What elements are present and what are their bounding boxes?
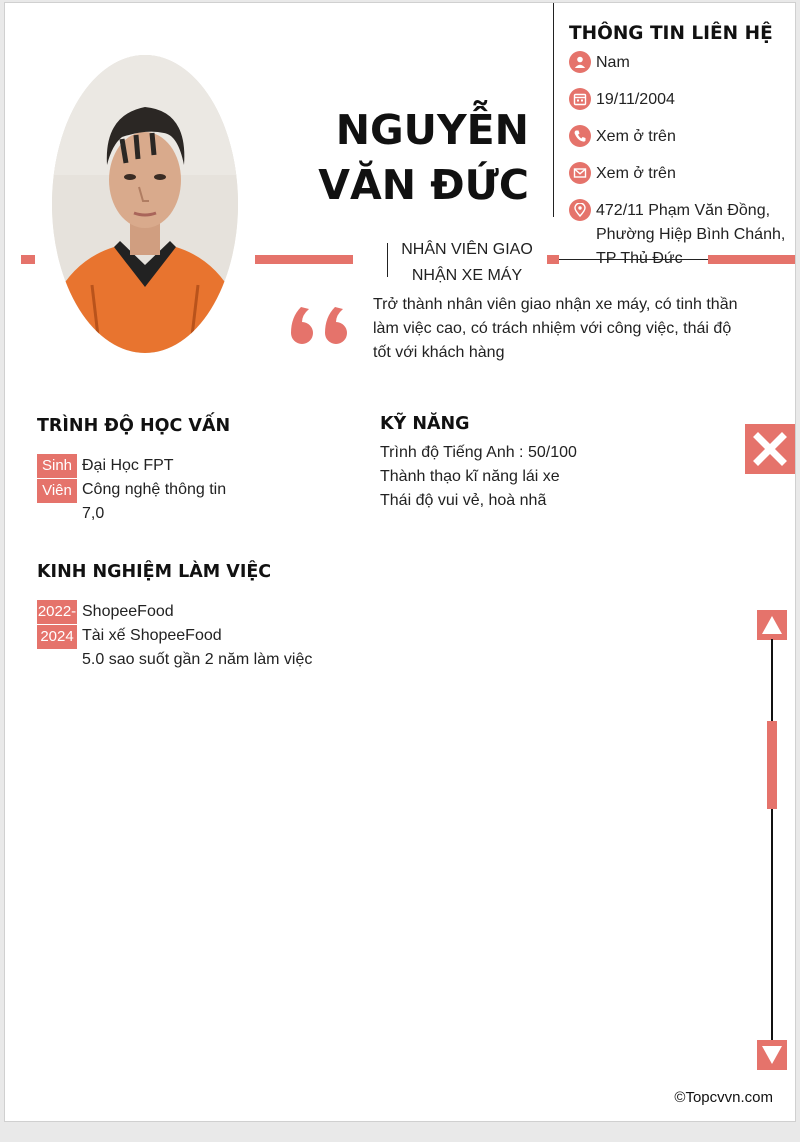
person-icon: [569, 51, 591, 73]
location-icon: [569, 199, 591, 221]
experience-tag-line-1: 2022-: [37, 600, 77, 624]
scroll-up-button[interactable]: [757, 610, 787, 640]
job-line-1: NHÂN VIÊN GIAO: [401, 241, 533, 258]
experience-tag-line-2: 2024: [37, 625, 77, 649]
contact-email-text: Xem ở trên: [596, 165, 676, 182]
education-tag: [37, 454, 77, 503]
education-score: 7,0: [82, 505, 105, 522]
education-major: Công nghệ thông tin: [82, 481, 227, 498]
name-line-1: NGUYỄN: [335, 106, 529, 154]
close-button[interactable]: [745, 424, 795, 474]
education-title: TRÌNH ĐỘ HỌC VẤN: [37, 416, 231, 436]
experience-detail: 5.0 sao suốt gần 2 năm làm việc: [82, 651, 313, 668]
contact-email: [569, 162, 791, 186]
education-tag-line-2: Viên: [37, 479, 77, 503]
career-objective: Trở thành nhân viên giao nhận xe máy, có tinh thần làm việc cao, có trách nhiệm với công việc, thái độ tốt với khách hàng: [373, 296, 738, 361]
experience-role: Tài xế ShopeeFood: [82, 627, 222, 644]
contact-divider: [553, 3, 554, 217]
job-line-2: NHẬN XE MÁY: [411, 267, 523, 284]
divider-bar-left: [255, 255, 353, 264]
divider-bar-left-small: [21, 255, 35, 264]
skills-list: [380, 441, 577, 513]
divider-bar-mid: [547, 255, 559, 264]
job-divider: [387, 243, 388, 277]
job-title: [397, 237, 537, 289]
mail-icon: [569, 162, 591, 184]
name-line-2: VĂN ĐỨC: [318, 161, 529, 209]
contact-address-text: 472/11 Phạm Văn Đồng, Phường Hiệp Bình Chánh, TP Thủ Đức: [596, 202, 786, 267]
experience-title: KINH NGHIỆM LÀM VIỆC: [37, 562, 272, 582]
scroll-thumb[interactable]: [767, 721, 777, 809]
copyright: ©Topcvvn.com: [674, 1089, 773, 1106]
arrow-up-icon: [761, 615, 783, 635]
arrow-down-icon: [761, 1045, 783, 1065]
cv-page: [4, 2, 796, 1122]
experience-company: ShopeeFood: [82, 603, 174, 620]
close-icon: [753, 432, 787, 466]
education-tag-line-1: Sinh: [37, 454, 77, 478]
education-school: Đại Học FPT: [82, 457, 174, 474]
experience-details: [82, 600, 312, 672]
skill-item: Trình độ Tiếng Anh : 50/100: [380, 444, 577, 461]
calendar-icon: [569, 88, 591, 110]
contact-gender: [569, 51, 791, 75]
experience-tag: [37, 600, 77, 649]
contact-phone: [569, 125, 791, 149]
education-details: [82, 454, 226, 526]
skill-item: Thành thạo kĩ năng lái xe: [380, 468, 560, 485]
contact-birthday: [569, 88, 791, 112]
contact-phone-text: Xem ở trên: [596, 128, 676, 145]
phone-icon: [569, 125, 591, 147]
contact-title: THÔNG TIN LIÊN HỆ: [569, 23, 773, 44]
scroll-down-button[interactable]: [757, 1040, 787, 1070]
contact-address: [569, 199, 791, 271]
portrait-image: [52, 55, 238, 353]
profile-photo: [52, 55, 238, 353]
skills-title: KỸ NĂNG: [380, 414, 470, 434]
quote-icon: [287, 303, 353, 358]
candidate-name: [318, 103, 529, 213]
contact-birthday-text: 19/11/2004: [596, 91, 675, 108]
contact-gender-text: Nam: [596, 54, 630, 71]
scroll-track[interactable]: [771, 639, 773, 1041]
skill-item: Thái độ vui vẻ, hoà nhã: [380, 492, 547, 509]
